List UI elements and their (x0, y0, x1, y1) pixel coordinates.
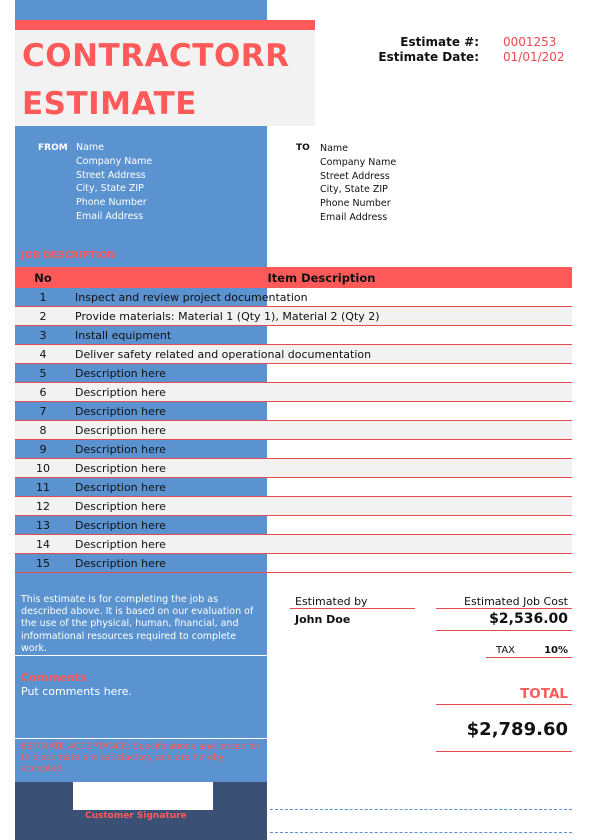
table-row (15, 326, 572, 345)
table-row (15, 459, 572, 478)
job-cost-value[interactable]: $2,536.00 (489, 611, 568, 627)
row-description[interactable]: Description here (71, 364, 572, 383)
table-row (15, 345, 572, 364)
row-description[interactable]: Inspect and review project documentation (71, 288, 572, 307)
estimate-note: This estimate is for completing the job as described above. It is based on our evaluation of the use of the physical, human, financial, and informational resources required to complete work. (21, 594, 254, 654)
row-number[interactable]: 12 (15, 497, 71, 516)
divider (15, 738, 267, 739)
divider (436, 608, 572, 609)
to-street[interactable]: Street Address (320, 170, 390, 182)
from-email[interactable]: Email Address (76, 210, 144, 222)
row-description[interactable]: Description here (71, 478, 572, 497)
estimate-date-label: Estimate Date: (378, 50, 479, 64)
header-description: Item Description (71, 267, 572, 288)
row-description[interactable]: Deliver safety related and operational documentation (71, 345, 572, 364)
from-company[interactable]: Company Name (76, 155, 153, 167)
divider (290, 608, 415, 609)
total-value: $2,789.60 (466, 719, 568, 740)
items-table (15, 267, 572, 573)
job-description-label: JOB DESCRIPTION (21, 250, 116, 261)
comments-label: Comments (21, 671, 87, 684)
row-number[interactable]: 2 (15, 307, 71, 326)
table-row (15, 383, 572, 402)
table-row (15, 554, 572, 573)
estimate-number-label: Estimate #: (400, 35, 479, 49)
table-row (15, 307, 572, 326)
signature-line (270, 809, 572, 811)
row-description[interactable]: Provide materials: Material 1 (Qty 1), Material 2 (Qty 2) (71, 307, 572, 326)
to-city[interactable]: City, State ZIP (320, 184, 388, 196)
from-address (76, 141, 152, 224)
signature-line (270, 832, 572, 834)
table-row (15, 364, 572, 383)
row-description[interactable]: Description here (71, 535, 572, 554)
signature-block (15, 782, 267, 840)
row-description[interactable]: Description here (71, 383, 572, 402)
divider (436, 704, 572, 705)
row-description[interactable]: Install equipment (71, 326, 572, 345)
row-number[interactable]: 3 (15, 326, 71, 345)
row-description[interactable]: Description here (71, 459, 572, 478)
table-row (15, 516, 572, 535)
row-number[interactable]: 8 (15, 421, 71, 440)
from-street[interactable]: Street Address (76, 169, 146, 181)
to-address (320, 142, 396, 225)
acceptance-text: ESTIMATE ACCEPTANCE: Specifications and prices for this estimate are satisfactory and are hereby accepted. (21, 742, 261, 774)
row-number[interactable]: 13 (15, 516, 71, 535)
from-city[interactable]: City, State ZIP (76, 183, 144, 195)
tax-label: TAX (496, 645, 516, 656)
to-name[interactable]: Name (320, 143, 349, 154)
row-description[interactable]: Description here (71, 440, 572, 459)
estimated-by-label: Estimated by (295, 595, 368, 608)
table-row (15, 497, 572, 516)
estimated-by-value[interactable]: John Doe (295, 613, 351, 626)
table-row (15, 402, 572, 421)
row-description[interactable]: Description here (71, 516, 572, 535)
row-number[interactable]: 7 (15, 402, 71, 421)
table-header-row (15, 267, 572, 288)
divider (486, 657, 572, 658)
divider (15, 655, 267, 656)
row-number[interactable]: 10 (15, 459, 71, 478)
title-box (15, 20, 315, 126)
row-number[interactable]: 6 (15, 383, 71, 402)
total-label: TOTAL (520, 686, 568, 702)
table-row (15, 478, 572, 497)
from-name[interactable]: Name (76, 142, 105, 153)
to-label: TO (296, 143, 310, 153)
estimate-date[interactable]: 01/01/202 (503, 50, 565, 64)
title-line-1: CONTRACTORR (22, 38, 290, 74)
signature-label: Customer Signature (85, 811, 187, 821)
row-description[interactable]: Description here (71, 554, 572, 573)
table-row (15, 421, 572, 440)
table-row (15, 535, 572, 554)
row-number[interactable]: 4 (15, 345, 71, 364)
left-margin (0, 0, 15, 840)
row-number[interactable]: 1 (15, 288, 71, 307)
row-description[interactable]: Description here (71, 497, 572, 516)
row-description[interactable]: Description here (71, 402, 572, 421)
header-no: No (15, 267, 71, 288)
row-number[interactable]: 11 (15, 478, 71, 497)
title-line-2: ESTIMATE (22, 86, 197, 122)
table-row (15, 440, 572, 459)
row-number[interactable]: 5 (15, 364, 71, 383)
divider (436, 630, 572, 631)
from-phone[interactable]: Phone Number (76, 197, 147, 209)
table-row (15, 288, 572, 307)
row-description[interactable]: Description here (71, 421, 572, 440)
from-label: FROM (38, 143, 68, 153)
job-cost-label: Estimated Job Cost (464, 595, 568, 608)
estimate-number[interactable]: 0001253 (503, 35, 557, 49)
to-phone[interactable]: Phone Number (320, 198, 391, 210)
comments-text[interactable]: Put comments here. (21, 685, 132, 698)
to-company[interactable]: Company Name (320, 156, 397, 168)
signature-field[interactable] (73, 782, 213, 810)
to-email[interactable]: Email Address (320, 211, 388, 223)
row-number[interactable]: 9 (15, 440, 71, 459)
row-number[interactable]: 15 (15, 554, 71, 573)
divider (436, 751, 572, 752)
tax-value[interactable]: 10% (544, 645, 568, 656)
row-number[interactable]: 14 (15, 535, 71, 554)
